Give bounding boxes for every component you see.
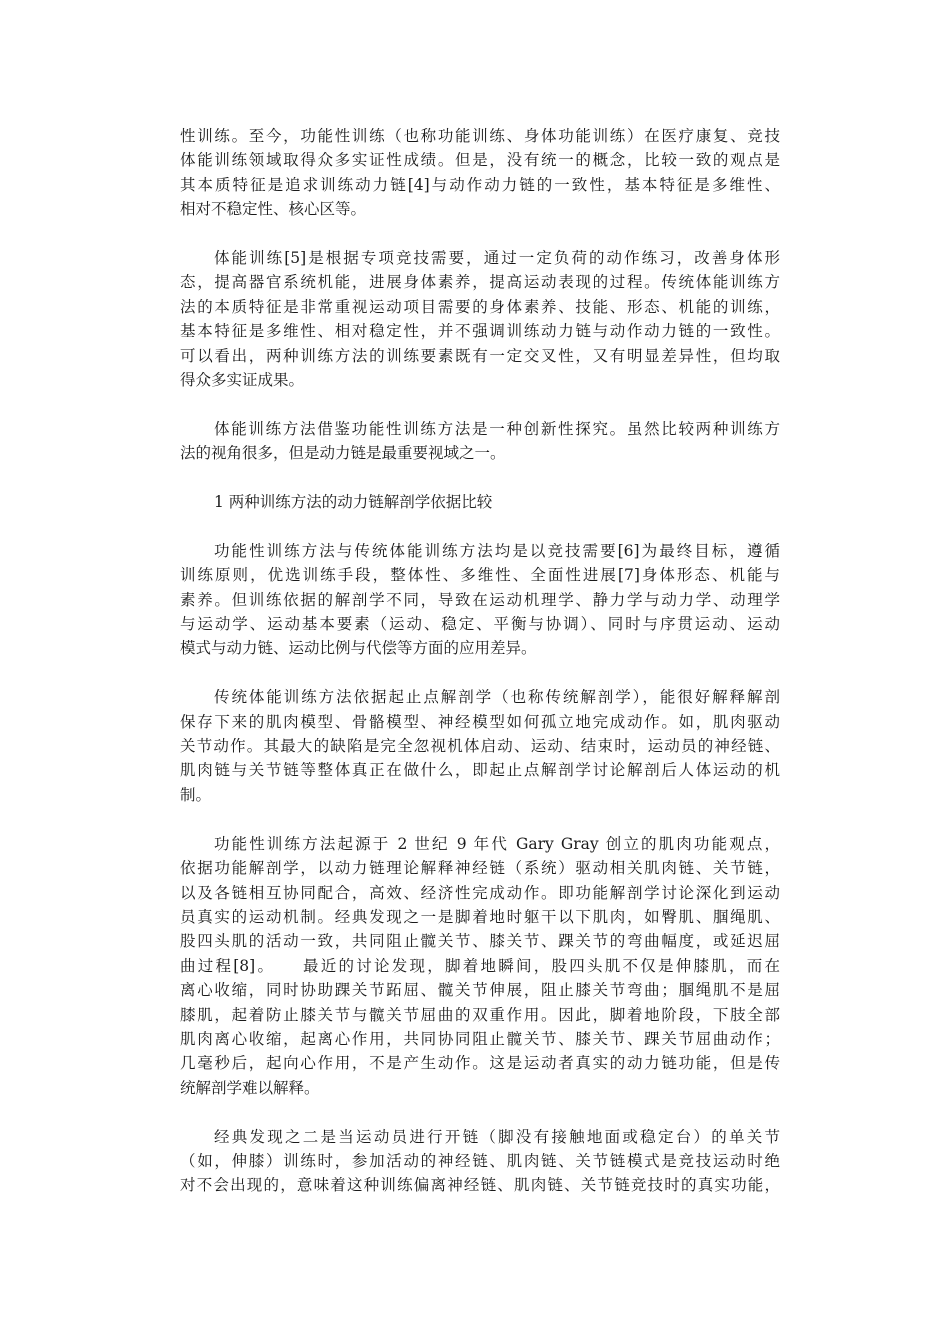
text-line: 关节动作。其最大的缺陷是完全忽视机体启动、运动、结束时，运动员的神经链、 (180, 737, 780, 756)
text-line: 得众多实证成果。 (180, 371, 305, 390)
text-line: 体能训练领域取得众多实证性成绩。但是，没有统一的概念，比较一致的观点是 (180, 151, 780, 170)
text-line: 体能训练方法借鉴功能性训练方法是一种创新性探究。虽然比较两种训练方 (214, 419, 780, 438)
text-line: 体能训练[5]是根据专项竞技需要，通过一定负荷的动作练习，改善身体形 (214, 249, 780, 268)
paragraph (180, 124, 780, 222)
text-line: 统解剖学难以解释。 (180, 1078, 320, 1097)
text-line: 离心收缩，同时协助踝关节跖屈、髋关节伸展，阻止膝关节弯曲；腘绳肌不是屈 (180, 981, 780, 1000)
text-line: 可以看出，两种训练方法的训练要素既有一定交叉性，又有明显差异性，但均取 (180, 346, 780, 365)
text-line: 以及各链相互协同配合，高效、经济性完成动作。即功能解剖学讨论深化到运动 (180, 883, 780, 902)
text-line: 股四头肌的活动一致，共同阻止髋关节、膝关节、踝关节的弯曲幅度，或延迟屈 (180, 932, 780, 951)
text-line: 其本质特征是追求训练动力链[4]与动作动力链的一致性，基本特征是多维性、 (180, 175, 780, 194)
section-heading: 1 两种训练方法的动力链解剖学依据比较 (214, 493, 493, 512)
text-line: 肌肉离心收缩，起离心作用，共同协同阻止髋关节、膝关节、踝关节屈曲动作； (180, 1029, 780, 1048)
paragraph (180, 417, 780, 466)
text-line: 保存下来的肌肉模型、骨骼模型、神经模型如何孤立地完成动作。如，肌肉驱动 (180, 712, 780, 731)
text-line: 膝肌，起着防止膝关节与髋关节屈曲的双重作用。因此，脚着地阶段，下肢全部 (180, 1005, 780, 1024)
text-line: 法的视角很多，但是动力链是最重要视域之一。 (180, 444, 506, 463)
text-line: 训练原则，优选训练手段，整体性、多维性、全面性进展[7]身体形态、机能与 (180, 566, 780, 585)
text-line: （如，伸膝）训练时，参加活动的神经链、肌肉链、关节链模式是竞技运动时绝 (180, 1151, 780, 1170)
text-line: 曲过程[8]。 最近的讨论发现，脚着地瞬间，股四头肌不仅是伸膝肌，而在 (180, 956, 780, 975)
paragraph (180, 685, 780, 807)
text-line: 依据功能解剖学，以动力链理论解释神经链（系统）驱动相关肌肉链、关节链， (180, 859, 780, 878)
text-line: 几毫秒后，起向心作用，不是产生动作。这是运动者真实的动力链功能，但是传 (180, 1054, 780, 1073)
text-line: 经典发现之二是当运动员进行开链（脚没有接触地面或稳定台）的单关节 (214, 1127, 780, 1146)
text-line: 制。 (180, 785, 212, 804)
text-line: 模式与动力链、运动比例与代偿等方面的应用差异。 (180, 639, 537, 658)
paragraph (180, 1125, 780, 1198)
text-line: 对不会出现的，意味着这种训练偏离神经链、肌肉链、关节链竞技时的真实功能， (180, 1176, 780, 1195)
text-line: 基本特征是多维性、相对稳定性，并不强调训练动力链与动作动力链的一致性。 (180, 322, 780, 341)
document-body (180, 124, 780, 1222)
text-line: 素养。但训练依据的解剖学不同，导致在运动机理学、静力学与动力学、动理学 (180, 590, 780, 609)
text-line: 肌肉链与关节链等整体真正在做什么，即起止点解剖学讨论解剖后人体运动的机 (180, 761, 780, 780)
text-line: 法的本质特征是非常重视运动项目需要的身体素养、技能、形态、机能的训练， (180, 297, 780, 316)
paragraph (180, 539, 780, 661)
text-line: 传统体能训练方法依据起止点解剖学（也称传统解剖学），能很好解释解剖 (214, 688, 780, 707)
text-line: 相对不稳定性、核心区等。 (180, 200, 367, 219)
text-line: 性训练。至今，功能性训练（也称功能训练、身体功能训练）在医疗康复、竞技 (180, 127, 780, 145)
text-line: 员真实的运动机制。经典发现之一是脚着地时躯干以下肌肉，如臀肌、腘绳肌、 (180, 907, 780, 926)
paragraph (180, 832, 780, 1100)
text-line: 功能性训练方法起源于 2 世纪 9 年代 Gary Gray 创立的肌肉功能观点， (214, 834, 780, 853)
text-line: 功能性训练方法与传统体能训练方法均是以竞技需要[6]为最终目标，遵循 (214, 541, 780, 560)
text-line: 与运动学、运动基本要素（运动、稳定、平衡与协调）、同时与序贯运动、运动 (180, 615, 780, 634)
text-line: 态，提高器官系统机能，进展身体素养，提高运动表现的过程。传统体能训练方 (180, 273, 780, 292)
paragraph (180, 246, 780, 392)
